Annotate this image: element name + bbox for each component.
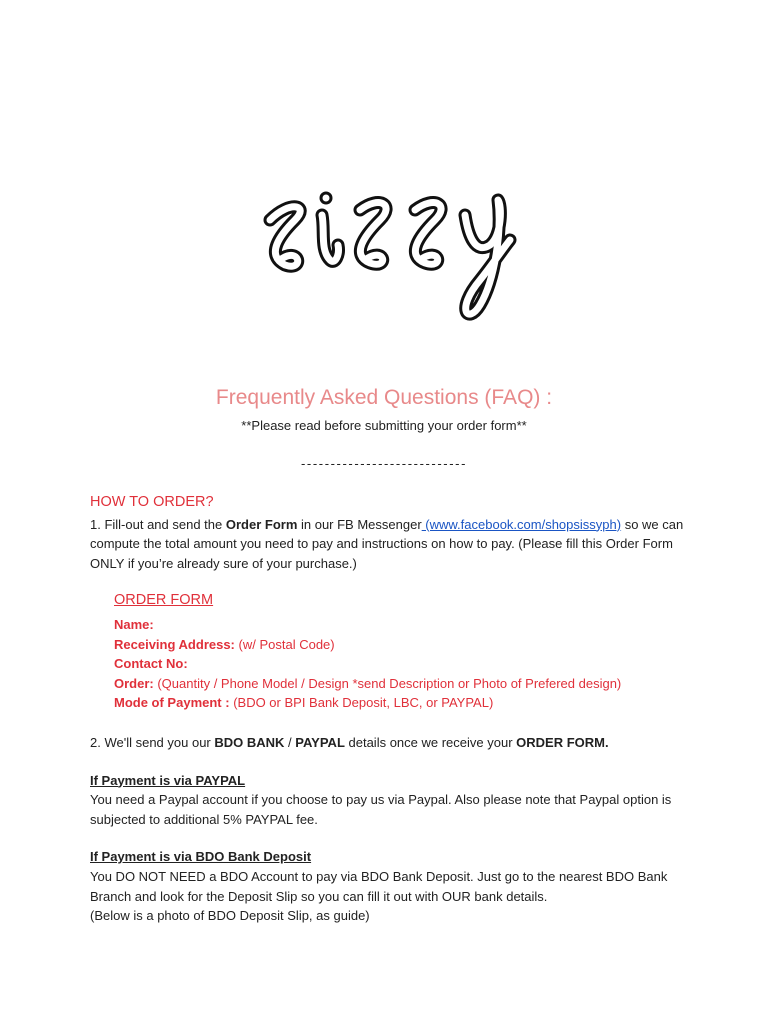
- step1-suffix: so we can compute the total amount you need to pay and instructions on how to pay. (Please fill this Order Form ONLY if you’re already sure of your purchase.): [90, 516, 684, 571]
- order-form-title: ORDER FORM: [114, 592, 214, 609]
- order-field-name: [114, 615, 690, 635]
- paypal-heading: If Payment is via PAYPAL: [90, 772, 246, 788]
- step2-bold-order-form: ORDER FORM.: [516, 734, 609, 750]
- order-field-label: Contact No:: [114, 656, 188, 672]
- step2-middle: details once we receive your: [344, 734, 517, 750]
- step1-bold: Order Form: [225, 516, 298, 532]
- order-field-value: (BDO or BPI Bank Deposit, LBC, or PAYPAL): [229, 695, 494, 711]
- sissy-logo-art: [240, 160, 530, 340]
- how-to-order-heading: HOW TO ORDER?: [90, 494, 214, 510]
- step2-sep: /: [284, 734, 296, 750]
- step1-middle: in our FB Messenger: [297, 516, 422, 532]
- step2-prefix: 2. We'll send you our: [90, 734, 215, 750]
- order-field-label: Mode of Payment :: [114, 695, 230, 711]
- order-field-label: Name:: [114, 616, 154, 632]
- order-field-value: (Quantity / Phone Model / Design *send Description or Photo of Prefered design): [153, 675, 622, 691]
- step1-prefix: 1. Fill-out and send the: [90, 516, 226, 532]
- step2-bold-paypal: PAYPAL: [295, 734, 345, 750]
- order-field-payment: [114, 693, 690, 713]
- sissy-logo: [240, 160, 530, 340]
- order-field-label: Receiving Address:: [114, 636, 235, 652]
- step2-bold-bdo: BDO BANK: [214, 734, 285, 750]
- step1-paragraph: [90, 515, 690, 574]
- page-title: Frequently Asked Questions (FAQ) :: [215, 386, 553, 409]
- section-divider: ----------------------------: [300, 456, 467, 471]
- faq-content: [90, 493, 690, 926]
- page-subtitle: **Please read before submitting your order form**: [241, 418, 527, 433]
- order-field-contact: [114, 654, 690, 674]
- facebook-link[interactable]: (www.facebook.com/shopsissyph): [421, 516, 622, 532]
- order-field-value: (w/ Postal Code): [234, 636, 335, 652]
- paypal-body: You need a Paypal account if you choose to pay us via Paypal. Also please note that Paypal option is subjected to additional 5% PAYPAL fee.: [90, 792, 672, 827]
- order-field-address: [114, 635, 690, 655]
- order-field-label: Order:: [114, 675, 154, 691]
- bdo-heading: If Payment is via BDO Bank Deposit: [90, 849, 312, 865]
- step2-paragraph: [90, 733, 690, 753]
- bdo-note: (Below is a photo of BDO Deposit Slip, as guide): [90, 908, 370, 924]
- bdo-body: You DO NOT NEED a BDO Account to pay via BDO Bank Deposit. Just go to the nearest BDO Bank Branch and look for the Deposit Slip so you can fill it out with OUR bank details.: [90, 868, 668, 904]
- order-field-order: [114, 674, 690, 694]
- order-form-box: [114, 591, 690, 713]
